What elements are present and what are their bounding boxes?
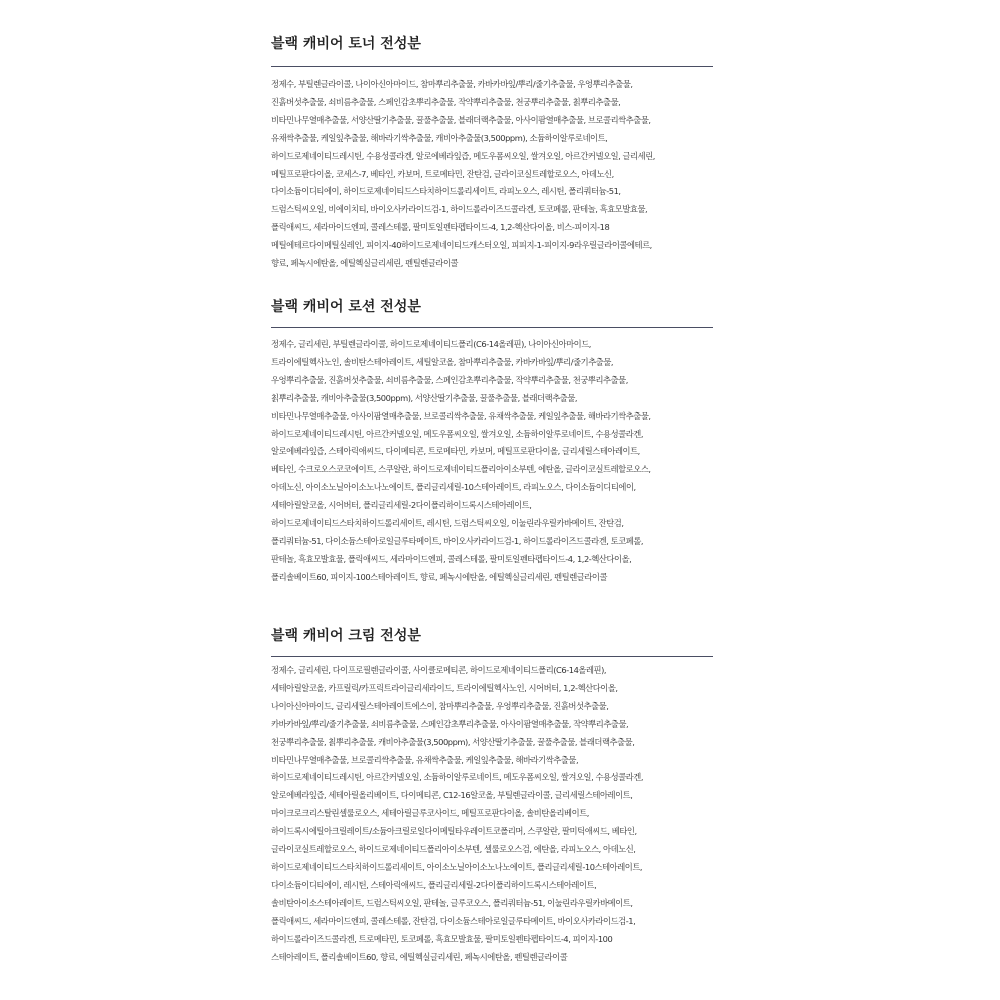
section-title: 블랙 캐비어 크림 전성분 bbox=[271, 628, 421, 644]
ingredient-list bbox=[271, 336, 713, 587]
ingredient-line: 정제수, 글리세린, 다이프로필렌글라이콜, 사이클로메티콘, 하이드로제네이티드폴리(C6-14올레핀), bbox=[271, 665, 607, 675]
ingredient-line: 하이드로제네이티드스타치하이드롤리세이트, 레시틴, 드럼스틱씨오일, 이눌린라우릴카바메이트, 잔탄검, bbox=[271, 518, 624, 529]
ingredient-line: 정제수, 부틸렌글라이콜, 나이아신아마이드, 참마뿌리추출물, 카바카바잎/뿌리/줄기추출물, 우엉뿌리추출물, bbox=[271, 79, 633, 89]
toner-ingredients-section bbox=[271, 35, 713, 273]
ingredient-line: 하이드록시에틸아크릴레이트/소듐아크릴로일다이메틸타우레이트코폴리머, 스쿠알란, 팔미틱애씨드, 베타인, bbox=[271, 826, 637, 837]
ingredient-line: 나이아신아마이드, 글리세릴스테아레이트에스이, 참마뿌리추출물, 우엉뿌리추출물, 진흙버섯추출물, bbox=[271, 700, 609, 711]
ingredient-line: 알로에베라잎즙, 스테아릭애씨드, 다이메티콘, 트로메타민, 카보머, 메틸프로판다이올, 글리세릴스테아레이트, bbox=[271, 446, 640, 457]
ingredient-line: 폴리쿼터늄-51, 다이소듐스테아로일글루타메이트, 바이오사카라이드검-1, 하이드롤라이즈드콜라겐, 토코페롤, bbox=[271, 535, 644, 546]
ingredient-line: 폴릭애씨드, 세라마이드엔피, 콜레스테롤, 팔미토일펜타펩타이드-4, 1,2-헥산다이올, 비스-피이지-18 bbox=[271, 222, 610, 233]
ingredient-line: 다이소듐이디티에이, 레시틴, 스테아릭애씨드, 폴리글리세릴-2다이폴리하이드록시스테아레이트, bbox=[271, 879, 597, 890]
ingredient-line: 정제수, 글리세린, 부틸렌글라이콜, 하이드로제네이티드폴리(C6-14올레핀), 나이아신아마이드, bbox=[271, 339, 591, 349]
ingredient-line: 세테아릴알코올, 카프릴릭/카프릭트라이글리세라이드, 트라이에틸헥사노인, 시어버터, 1,2-헥산다이올, bbox=[271, 682, 618, 693]
ingredient-line: 하이드로제네이티드레시틴, 수용성콜라겐, 알로에베라잎즙, 메도우폼씨오일, 쌀겨오일, 아르간커넬오일, 글리세린, bbox=[271, 150, 655, 161]
ingredient-line: 마이크로크리스탈린셀룰로오스, 세테아릴글루코사이드, 메틸프로판다이올, 솔비탄올리베이트, bbox=[271, 808, 589, 819]
ingredient-line: 다이소듐이디티에이, 하이드로제네이티드스타치하이드롤리세이트, 라피노오스, 레시틴, 폴리쿼터늄-51, bbox=[271, 186, 621, 197]
ingredient-line: 폴릭애씨드, 세라마이드엔피, 콜레스테롤, 잔탄검, 다이소듐스테아로일글루타메이트, 바이오사카라이드검-1, bbox=[271, 915, 636, 926]
ingredient-line: 세테아릴알코올, 시어버터, 폴리글리세릴-2다이폴리하이드록시스테아레이트, bbox=[271, 500, 532, 511]
section-title: 블랙 캐비어 로션 전성분 bbox=[271, 299, 421, 315]
ingredient-line: 우엉뿌리추출물, 진흙버섯추출물, 쇠비름추출물, 스페인감초뿌리추출물, 작약뿌리추출물, 천궁뿌리추출물, bbox=[271, 374, 628, 385]
section-divider bbox=[271, 327, 713, 328]
section-title: 블랙 캐비어 토너 전성분 bbox=[271, 36, 421, 52]
ingredient-line: 아데노신, 아이소노닐아이소노나노에이트, 폴리글리세릴-10스테아레이트, 라피노오스, 다이소듐이디티에이, bbox=[271, 482, 636, 493]
ingredient-line: 비타민나무열매추출물, 브로콜리싹추출물, 유채싹추출물, 케일잎추출물, 해바라기싹추출물, bbox=[271, 754, 579, 765]
ingredient-line: 판테놀, 흑효모발효물, 폴릭애씨드, 세라마이드엔피, 콜레스테롤, 팔미토일펜타펩타이드-4, 1,2-헥산다이올, bbox=[271, 553, 632, 564]
lotion-ingredients-section bbox=[271, 298, 713, 587]
ingredient-line: 하이드롤라이즈드콜라겐, 트로메타민, 토코페롤, 흑효모발효물, 팔미토일펜타펩타이드-4, 피이지-100 bbox=[271, 933, 613, 944]
ingredient-line: 비타민나무열매추출물, 서양산딸기추출물, 꿀풀추출물, 블래더랙추출물, 아사이팜열매추출물, 브로콜리싹추출물, bbox=[271, 114, 651, 125]
ingredient-line: 폴리솔베이트60, 피이지-100스테아레이트, 향료, 페녹시에탄올, 에틸헥실글리세린, 펜틸렌글라이콜 bbox=[271, 571, 608, 582]
ingredient-line: 비타민나무열매추출물, 아사이팜열매추출물, 브로콜리싹추출물, 유채싹추출물, 케일잎추출물, 해바라기싹추출물, bbox=[271, 410, 651, 421]
ingredient-line: 드럼스틱씨오일, 비에이치티, 바이오사카라이드검-1, 하이드롤라이즈드콜라겐, 토코페롤, 판테놀, 흑효모발효물, bbox=[271, 204, 648, 215]
ingredient-line: 알로에베라잎즙, 세테아릴올리베이트, 다이메티콘, C12-16알코올, 부틸렌글라이콜, 글리세릴스테아레이트, bbox=[271, 790, 633, 801]
ingredient-line: 메틸에테르다이메틸실레인, 피이지-40하이드로제네이티드캐스터오일, 피피지-1-피이지-9라우릴글라이콜에테르, bbox=[271, 240, 652, 251]
cream-ingredients-section bbox=[271, 627, 713, 966]
ingredient-list bbox=[271, 662, 713, 966]
ingredient-line: 카바카바잎/뿌리/줄기추출물, 쇠비름추출물, 스페인감초뿌리추출물, 아사이팜열매추출물, 작약뿌리추출물, bbox=[271, 718, 629, 729]
ingredient-line: 천궁뿌리추출물, 칡뿌리추출물, 캐비아추출물(3,500ppm), 서양산딸기추출물, 꿀풀추출물, 블래더랙추출물, bbox=[271, 736, 635, 747]
ingredient-line: 메틸프로판다이올, 코세스-7, 베타인, 카보머, 트로메타민, 잔탄검, 글라이코실트레할로오스, 아데노신, bbox=[271, 168, 614, 179]
ingredient-line: 스테아레이트, 폴리솔베이트60, 향료, 에틸헥실글리세린, 페녹시에탄올, 펜틸렌글라이콜 bbox=[271, 951, 568, 962]
ingredient-line: 향료, 페녹시에탄올, 에틸헥실글리세린, 펜틸렌글라이콜 bbox=[271, 258, 459, 269]
ingredient-line: 진흙버섯추출물, 쇠비름추출물, 스페인감초뿌리추출물, 작약뿌리추출물, 천궁뿌리추출물, 칡뿌리추출물, bbox=[271, 96, 621, 107]
section-divider bbox=[271, 66, 713, 67]
ingredient-line: 글라이코실트레할로오스, 하이드로제네이티드폴리아이소부텐, 셀룰로오스검, 에탄올, 라피노오스, 아데노신, bbox=[271, 844, 636, 855]
ingredient-line: 하이드로제네이티드레시틴, 아르간커넬오일, 소듐하이알루로네이트, 메도우폼씨오일, 쌀겨오일, 수용성콜라겐, bbox=[271, 772, 644, 783]
ingredient-line: 하이드로제네이티드스타치하이드롤리세이트, 아이소노닐아이소노나노에이트, 폴리글리세릴-10스테아레이트, bbox=[271, 861, 643, 872]
ingredient-line: 트라이에틸헥사노인, 솔비탄스테아레이트, 세틸알코올, 참마뿌리추출물, 카바카바잎/뿌리/줄기추출물, bbox=[271, 356, 614, 367]
ingredient-line: 하이드로제네이티드레시틴, 아르간커넬오일, 메도우폼씨오일, 쌀겨오일, 소듐하이알루로네이트, 수용성콜라겐, bbox=[271, 428, 644, 439]
ingredient-line: 칡뿌리추출물, 캐비아추출물(3,500ppm), 서양산딸기추출물, 꿀풀추출물, 블래더랙추출물, bbox=[271, 392, 578, 403]
ingredient-line: 베타인, 수크로오스코코에이트, 스쿠알란, 하이드로제네이티드폴리아이소부텐, 에탄올, 글라이코실트레할로오스, bbox=[271, 464, 651, 475]
ingredient-line: 유채싹추출물, 케일잎추출물, 해바라기싹추출물, 캐비아추출물(3,500ppm), 소듐하이알루로네이트, bbox=[271, 132, 608, 143]
ingredient-line: 솔비탄아이소스테아레이트, 드럼스틱씨오일, 판테놀, 글루코오스, 폴리쿼터늄-51, 이눌린라우릴카바메이트, bbox=[271, 897, 633, 908]
ingredient-list bbox=[271, 76, 713, 273]
section-divider bbox=[271, 656, 713, 657]
